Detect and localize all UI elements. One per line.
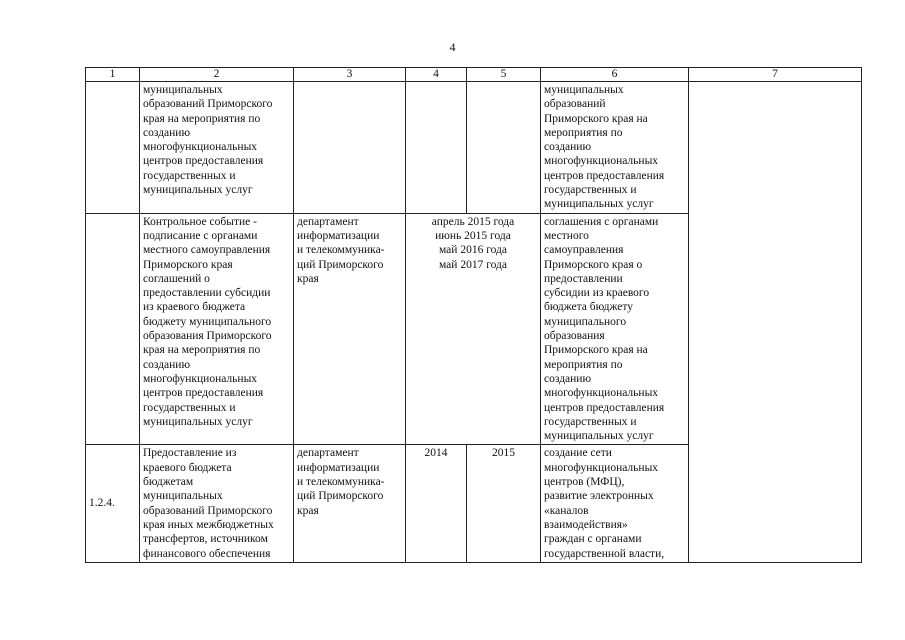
column-header: 2 bbox=[140, 68, 294, 82]
column-header: 6 bbox=[541, 68, 689, 82]
page-number: 4 bbox=[449, 40, 456, 54]
row-number-cell: 1.2.4. bbox=[86, 445, 140, 562]
result-cell: создание сети многофункциональных центров (МФЦ), развитие электронных «каналов взаимодействия» граждан с органами государственной власти, bbox=[541, 445, 689, 562]
start-date-cell bbox=[406, 82, 467, 214]
column-header: 5 bbox=[467, 68, 541, 82]
row-number-cell bbox=[86, 213, 140, 445]
end-date-cell: 2015 bbox=[467, 445, 541, 562]
measure-cell: Предоставление из краевого бюджета бюджетам муниципальных образований Приморского края иных межбюджетных трансфертов, источником финансового обеспечения bbox=[140, 445, 294, 562]
measure-cell: муниципальных образований Приморского края на мероприятия по созданию многофункциональных центров предоставления государственных и муниципальных услуг bbox=[140, 82, 294, 214]
result-cell: муниципальных образований Приморского края на мероприятия по созданию многофункциональных центров предоставления государственных и муниципальных услуг bbox=[541, 82, 689, 214]
column-header: 4 bbox=[406, 68, 467, 82]
document-table bbox=[85, 67, 862, 563]
row-number-cell bbox=[86, 82, 140, 214]
column-header: 3 bbox=[294, 68, 406, 82]
end-date-cell bbox=[467, 82, 541, 214]
executor-cell bbox=[294, 82, 406, 214]
executor-cell: департамент информатизации и телекоммуника- ций Приморского края bbox=[294, 213, 406, 445]
column-header: 1 bbox=[86, 68, 140, 82]
result-cell: соглашения с органами местного самоуправления Приморского края о предоставлении субсидии из краевого бюджета бюджету муниципального образования Приморского края на мероприятия по созданию многофункциональных центров предоставления государственных и муниципальных услуг bbox=[541, 213, 689, 445]
measure-cell: Контрольное событие - подписание с органами местного самоуправления Приморского края соглашений о предоставлении субсидии из краевого бюджета бюджету муниципального образования Приморского края на мероприятия по созданию многофункциональных центров предоставления государственных и муниципальных услуг bbox=[140, 213, 294, 445]
table-row bbox=[86, 82, 862, 214]
executor-cell: департамент информатизации и телекоммуника- ций Приморского края bbox=[294, 445, 406, 562]
notes-cell bbox=[689, 82, 862, 563]
column-header: 7 bbox=[689, 68, 862, 82]
start-date-cell: 2014 bbox=[406, 445, 467, 562]
table-header-row bbox=[86, 68, 862, 82]
dates-cell: апрель 2015 года июнь 2015 года май 2016 года май 2017 года bbox=[406, 213, 541, 445]
